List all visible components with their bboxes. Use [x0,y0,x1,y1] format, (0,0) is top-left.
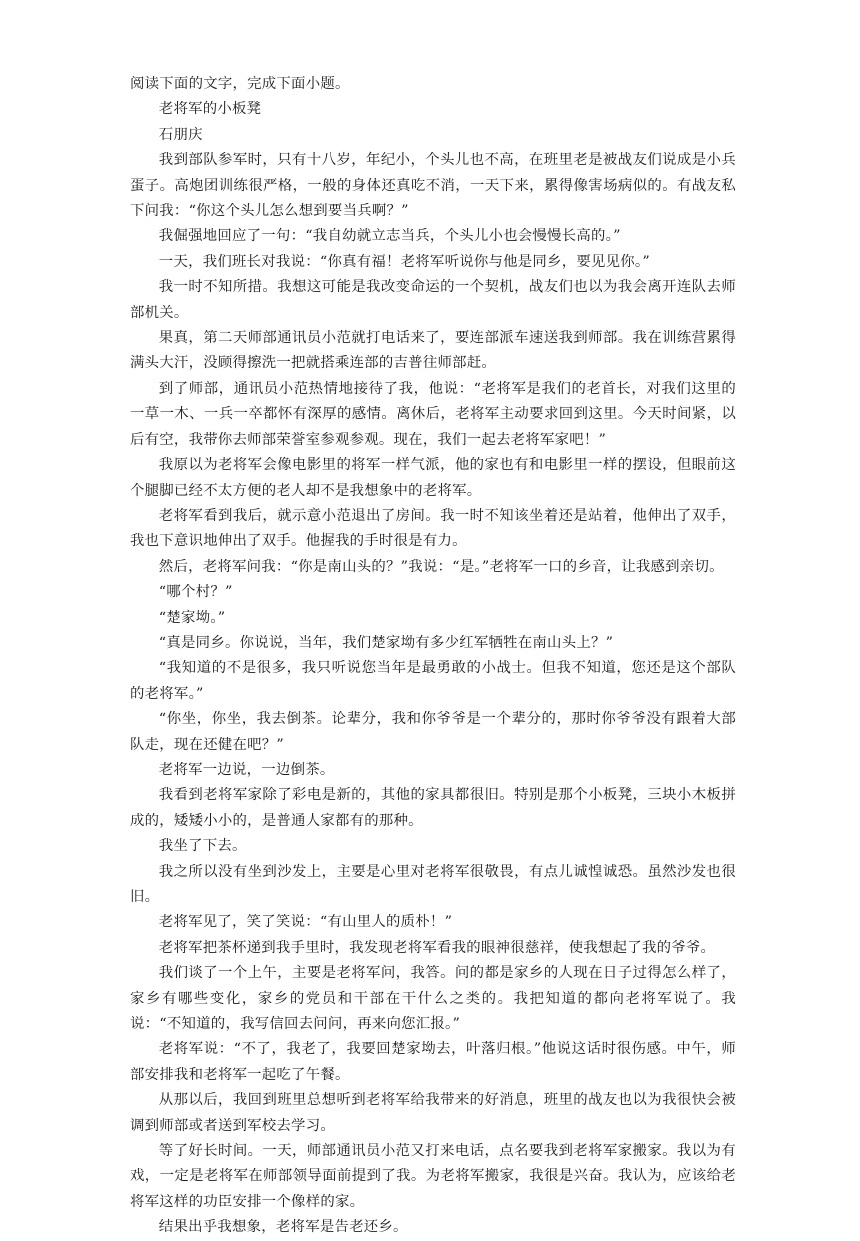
article-paragraph: 老将军看到我后，就示意小范退出了房间。我一时不知该坐着还是站着，他伸出了双手，我也下意识地伸出了双手。他握我的手时很是有力。 [130,507,736,550]
article-paragraph: 老将军说：“不了，我老了，我要回楚家坳去，叶落归根。”他说这话时很伤感。中午，师部安排我和老将军一起吃了午餐。 [130,1041,736,1083]
article-paragraph: 我之所以没有坐到沙发上，主要是心里对老将军很敬畏，有点儿诚惶诚恐。虽然沙发也很旧。 [130,863,736,905]
article-paragraph: 我们谈了一个上午，主要是老将军问，我答。问的都是家乡的人现在日子过得怎么样了，家乡有哪些变化，家乡的党员和干部在干什么之类的。我把知道的都向老将军说了。我说：“不知道的，我写信回去问问，再来向您汇报。” [130,965,736,1033]
article-paragraph: 我原以为老将军会像电影里的将军一样气派，他的家也有和电影里一样的摆设，但眼前这个腿脚已经不太方便的老人却不是我想象中的老将军。 [130,457,736,499]
article-paragraph: 从那以后，我回到班里总想听到老将军给我带来的好消息，班里的战友也以为我很快会被调到师部或者送到军校去学习。 [130,1092,736,1134]
article-paragraph: “楚家坳。” [158,609,226,626]
article-paragraph: 我坐了下去。 [158,838,247,855]
article-paragraph: 我倔强地回应了一句：“我自幼就立志当兵，个头儿小也会慢慢长高的。” [158,228,621,245]
article-author: 石朋庆 [158,126,203,143]
article-paragraph: “哪个村？” [158,584,233,601]
article-title: 老将军的小板凳 [158,101,262,118]
article-paragraph: 老将军一边说，一边倒茶。 [158,761,335,778]
reading-instruction: 阅读下面的文字，完成下面小题。 [130,76,350,92]
article-body [130,72,736,1241]
article-paragraph: “我知道的不是很多，我只听说您当年是最勇敢的小战士。但我不知道，您还是这个部队的老将军。” [130,660,736,702]
article-paragraph: “你坐，你坐，我去倒茶。论辈分，我和你爷爷是一个辈分的，那时你爷爷没有跟着大部队走，现在还健在吧？” [130,711,736,753]
article-paragraph: 一天，我们班长对我说：“你真有福！老将军听说你与他是同乡，要见见你。” [158,253,650,270]
article-paragraph: 我到部队参军时，只有十八岁，年纪小，个头儿也不高，在班里老是被战友们说成是小兵蛋子。高炮团训练很严格，一般的身体还真吃不消，一天下来，累得像害场病似的。有战友私下问我：“你这个头儿怎么想到要当兵啊？” [130,152,736,220]
article-paragraph: 老将军把茶杯递到我手里时，我发现老将军看我的眼神很慈祥，使我想起了我的爷爷。 [158,939,716,956]
article-paragraph: 到了师部，通讯员小范热情地接待了我，他说：“老将军是我们的老首长，对我们这里的一草一木、一兵一卒都怀有深厚的感情。离休后，老将军主动要求回到这里。今天时间紧，以后有空，我带你去师部荣誉室参观参观。现在，我们一起去老将军家吧！” [130,380,736,448]
article-paragraph: “真是同乡。你说说，当年，我们楚家坳有多少红军牺牲在南山头上？” [158,634,614,651]
article-paragraphs [130,148,736,1240]
article-paragraph: 老将军见了，笑了笑说：“有山里人的质朴！” [158,914,453,931]
article-paragraph: 果真，第二天师部通讯员小范就打电话来了，要连部派车速送我到师部。我在训练营累得满头大汗，没顾得擦洗一把就搭乘连部的吉普往师部赶。 [130,330,736,372]
article-paragraph: 我看到老将军家除了彩电是新的，其他的家具都很旧。特别是那个小板凳，三块小木板拼成的，矮矮小小的，是普通人家都有的那种。 [130,787,736,829]
article-paragraph: 我一时不知所措。我想这可能是我改变命运的一个契机，战友们也以为我会离开连队去师部机关。 [130,279,736,321]
article-paragraph: 结果出乎我想象，老将军是告老还乡。 [158,1219,408,1236]
article-paragraph: 然后，老将军问我：“你是南山头的？”我说：“是。”老将军一口的乡音，让我感到亲切。 [158,558,724,575]
article-paragraph: 等了好长时间。一天，师部通讯员小范又打来电话，点名要我到老将军家搬家。我以为有戏，一定是老将军在师部领导面前提到了我。为老将军搬家，我很是兴奋。我认为，应该给老将军这样的功臣安排一个像样的家。 [130,1143,736,1210]
